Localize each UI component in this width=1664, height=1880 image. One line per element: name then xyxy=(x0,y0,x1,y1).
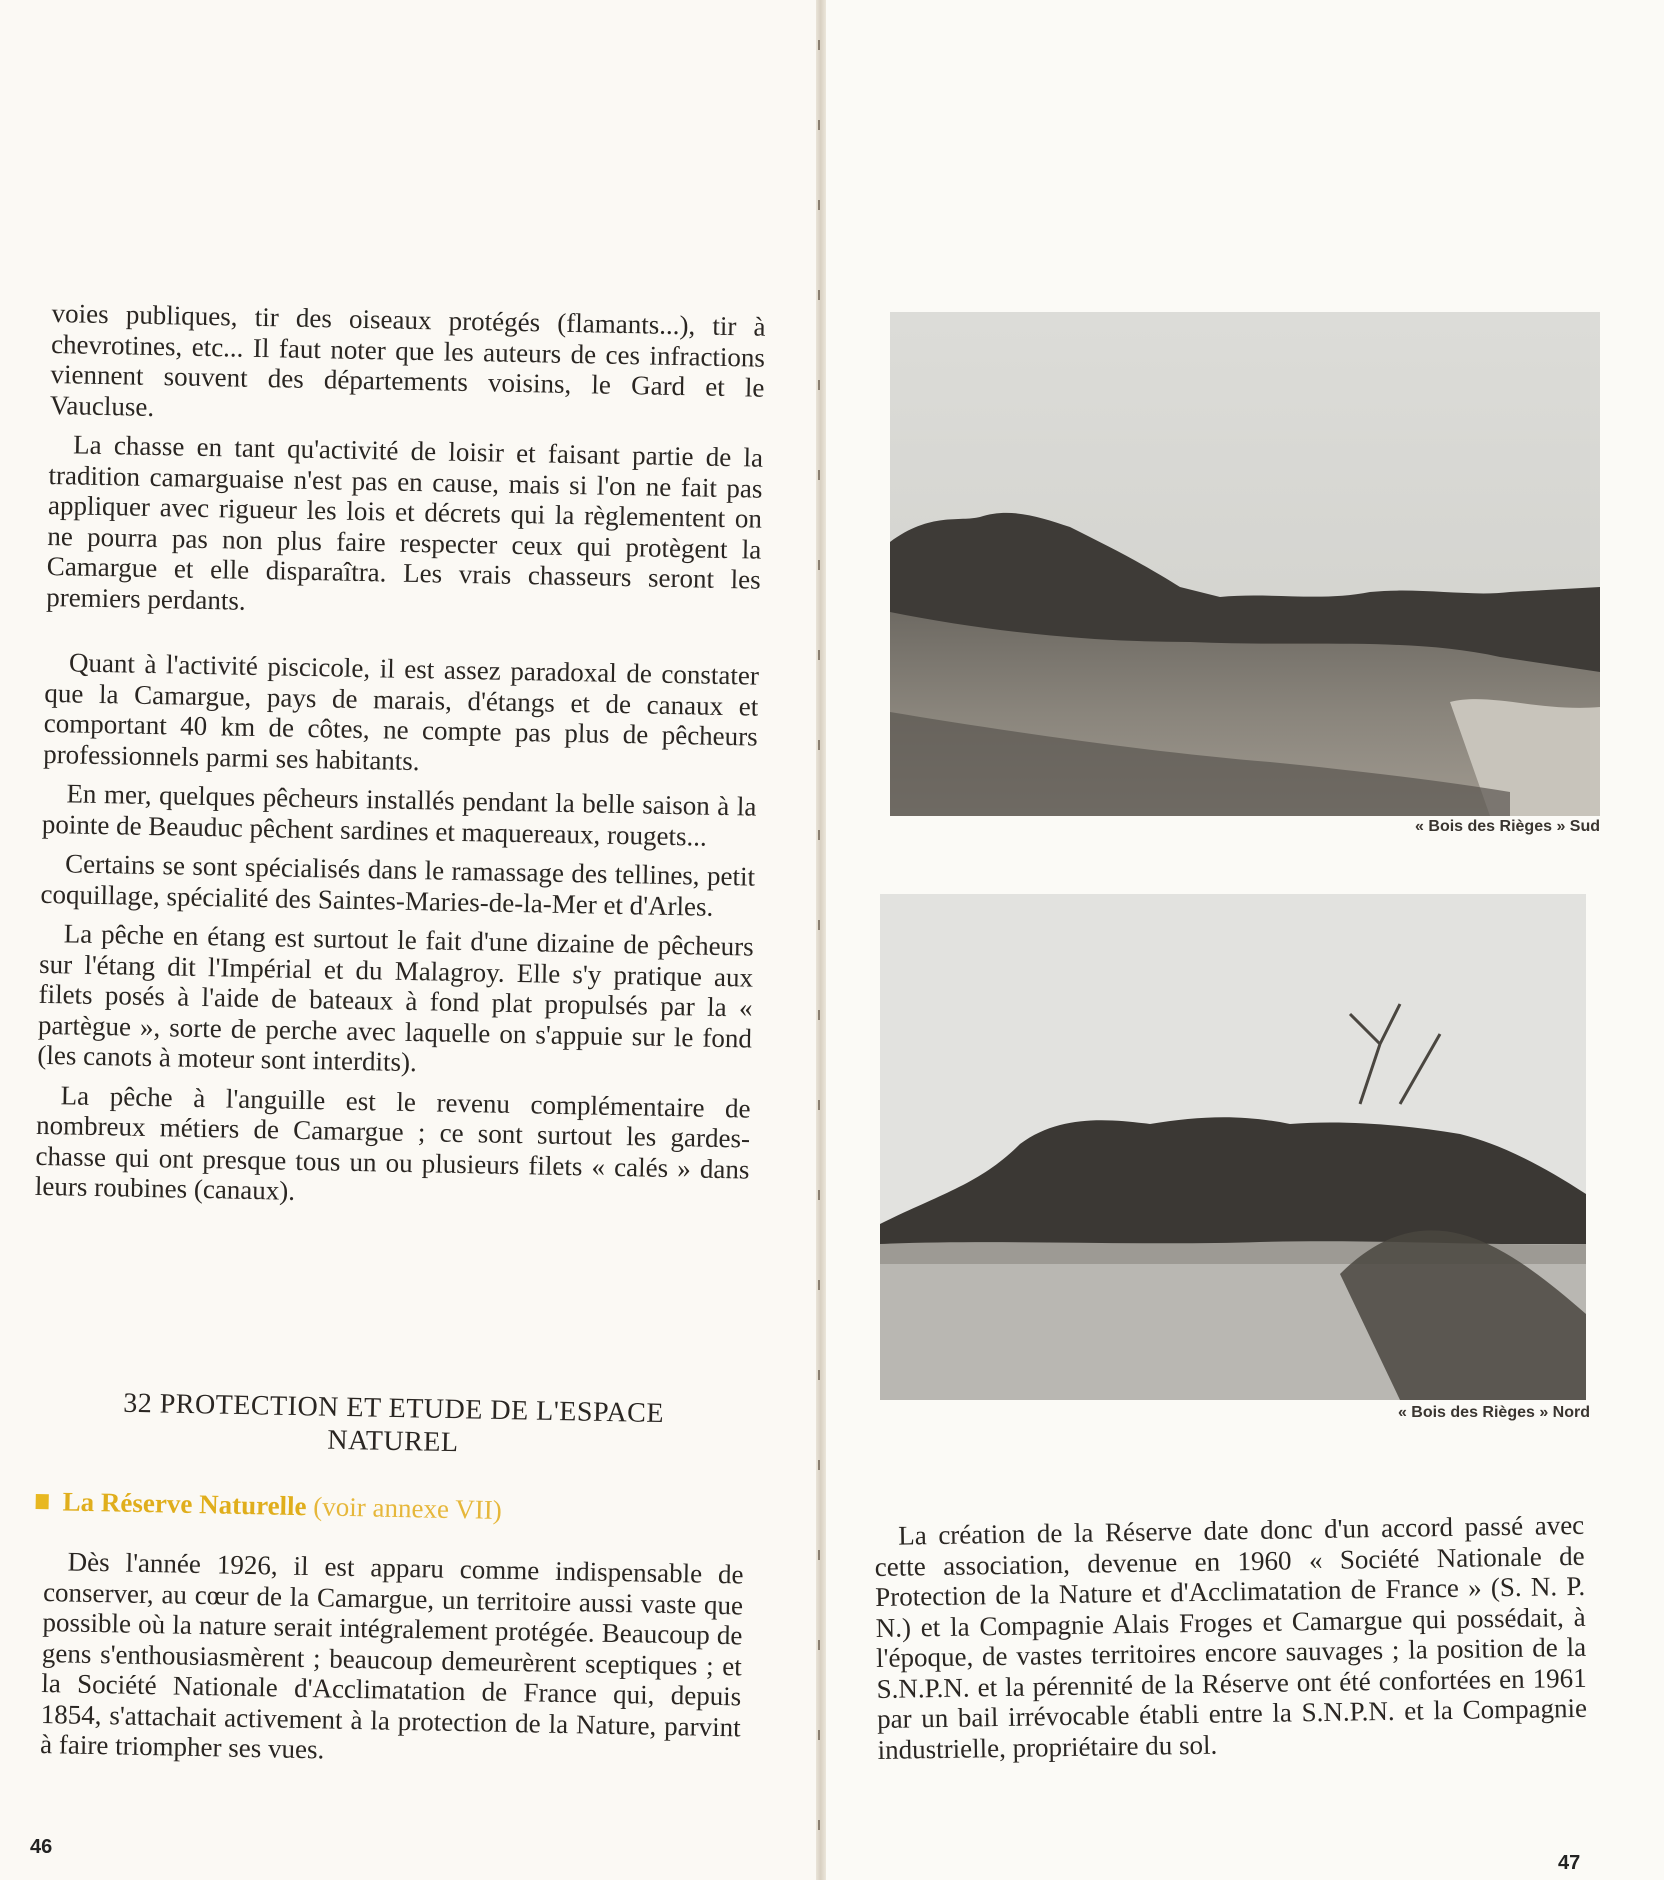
photo-caption-nord: « Bois des Rièges » Nord xyxy=(1397,1404,1590,1421)
paragraph: La chasse en tant qu'activité de loisir et faisant partie de la tradition camarguaise n'est pas en cause, mais si l'on ne fait pas appliquer avec rigueur les lois et décrets qui la règlementent on ne pourra pas non plus faire respecter ceux qui protègent la Camargue et elle disparaîtra. Les vrais chasseurs seront les premiers perdants. xyxy=(45,429,764,616)
paragraph: voies publiques, tir des oiseaux protégés (flamants...), tir à chevrotines, etc... Il faut noter que les auteurs de ces infractions viennent souvent des départements voisins, le Gard et le Vaucluse. xyxy=(49,298,766,422)
left-main-text xyxy=(34,298,765,1224)
section-title: 32 PROTECTION ET ETUDE DE L'ESPACE NATUREL xyxy=(122,1387,665,1459)
photo-caption-sud: « Bois des Rièges » Sud xyxy=(1415,818,1600,835)
page-number-left: 46 xyxy=(30,1836,53,1858)
paragraph: La pêche à l'anguille est le revenu complémentaire de nombreux métiers de Camargue ; ce sont surtout les gardes-chasse qui ont presque tous un ou plusieurs filets « calés » dans leurs roubines (canaux). xyxy=(34,1079,751,1206)
photo-bois-des-rieges-sud xyxy=(890,312,1600,816)
page-number-right: 47 xyxy=(1558,1852,1581,1874)
square-bullet-icon xyxy=(36,1494,49,1509)
paragraph: La création de la Réserve date donc d'un accord passé avec cette association, devenue en 1960 « Société Nationale de Protection de la Nature et d'Acclimatation de France » (S. N. P. N.) et la Compagnie Alais Froges et Camargue qui possédait, à l'époque, de vastes territoires encore sauvages ; la position de la S.N.P.N. et la pérennité de la Réserve ont été confortées en 1961 par un bail irrévocable établi entre la S.N.P.N. et la Compagnie industrielle, propriétaire du sol. xyxy=(874,1509,1588,1765)
paragraph: Dès l'année 1926, il est apparu comme indispensable de conserver, au cœur de la Camargue, un territoire aussi vaste que possible où la nature serait intégralement protégée. Beaucoup de gens s'enthousiasmèrent ; beaucoup demeurèrent sceptiques ; et la Société Nationale d'Acclimatation de France qui, depuis 1854, s'attachait activement à la protection de la Nature, parvint à faire triompher ses vues. xyxy=(39,1546,744,1765)
paragraph: Certains se sont spécialisés dans le ramassage des tellines, petit coquillage, spécialité des Saintes-Maries-de-la-Mer et d'Arles. xyxy=(40,848,756,922)
paragraph: Quant à l'activité piscicole, il est assez paradoxal de constater que la Camargue, pays de marais, d'étangs et de canaux et comportant 40 km de côtes, ne compte pas plus de pêcheurs professionnels parmi ses habitants. xyxy=(42,647,760,776)
paragraph: En mer, quelques pêcheurs installés pendant la belle saison à la pointe de Beauduc pêchent sardines et maquereaux, rougets... xyxy=(41,778,757,852)
right-main-text xyxy=(874,1510,1588,1774)
subheading-title: La Réserve Naturelle xyxy=(62,1486,307,1522)
paragraph: La pêche en étang est surtout le fait d'une dizaine de pêcheurs sur l'étang dit l'Impérial et du Malagroy. Elle s'y pratique aux filets posés à l'aide de bateaux à fond plat propulsés par la « partègue », sorte de perche avec laquelle on s'appuie sur le fond (les canots à moteur sont interdits). xyxy=(37,918,754,1078)
left-bottom-text xyxy=(40,1546,744,1782)
photo-bois-des-rieges-nord xyxy=(880,894,1586,1400)
book-gutter xyxy=(816,0,826,1880)
subheading-annex: (voir annexe VII) xyxy=(313,1491,503,1525)
